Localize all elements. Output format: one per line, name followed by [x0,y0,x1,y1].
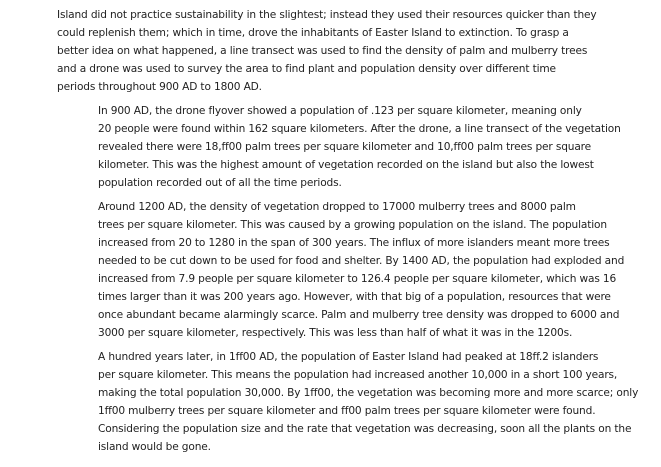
text-line: revealed there were 18,ff00 palm trees per square kilometer and 10,ff00 palm trees per square [98,141,592,153]
text-line: periods throughout 900 AD to 1800 AD. [57,81,262,93]
text-line: A hundred years later, in 1ff00 AD, the population of Easter Island had peaked at 18ff.2 islanders [98,351,599,363]
text-line: Considering the population size and the rate that vegetation was decreasing, soon all the plants on the [98,423,632,435]
paragraph-3 [57,198,632,342]
text-line: better idea on what happened, a line transect was used to find the density of palm and mulberry trees [57,45,588,57]
document-body [57,6,639,462]
text-line: population recorded out of all the time periods. [98,177,342,189]
text-line: trees per square kilometer. This was caused by a growing population on the island. The population [98,219,607,231]
text-line: times larger than it was 200 years ago. However, with that big of a population, resources that were [98,291,611,303]
text-line: once abundant became alarmingly scarce. Palm and mulberry tree density was dropped to 6000 and [98,309,620,321]
text-line: Around 1200 AD, the density of vegetation dropped to 17000 mulberry trees and 8000 palm [98,201,576,213]
text-line: could replenish them; which in time, drove the inhabitants of Easter Island to extinction. To grasp a [57,27,569,39]
text-line: island would be gone. [98,441,211,453]
paragraph-2 [57,102,632,192]
paragraph-1 [57,6,632,96]
paragraph-4 [57,348,639,456]
text-line: needed to be cut down to be used for food and shelter. By 1400 AD, the population had exploded and [98,255,625,267]
text-line: increased from 7.9 people per square kilometer to 126.4 people per square kilometer, which was 16 [98,273,617,285]
text-line: Island did not practice sustainability in the slightest; instead they used their resources quicker than they [57,9,597,21]
text-line: and a drone was used to survey the area to find plant and population density over different time [57,63,556,75]
text-line: per square kilometer. This means the population had increased another 10,000 in a short 100 years, [98,369,618,381]
text-line: 1ff00 mulberry trees per square kilometer and ff00 palm trees per square kilometer were found. [98,405,596,417]
text-line: making the total population 30,000. By 1ff00, the vegetation was becoming more and more scarce; only [98,387,639,399]
text-line: kilometer. This was the highest amount of vegetation recorded on the island but also the lowest [98,159,594,171]
text-line: 20 people were found within 162 square kilometers. After the drone, a line transect of the vegetation [98,123,621,135]
text-line: In 900 AD, the drone flyover showed a population of .123 per square kilometer, meaning only [98,105,582,117]
text-line: 3000 per square kilometer, respectively. This was less than half of what it was in the 1200s. [98,327,573,339]
text-line: increased from 20 to 1280 in the span of 300 years. The influx of more islanders meant more trees [98,237,610,249]
